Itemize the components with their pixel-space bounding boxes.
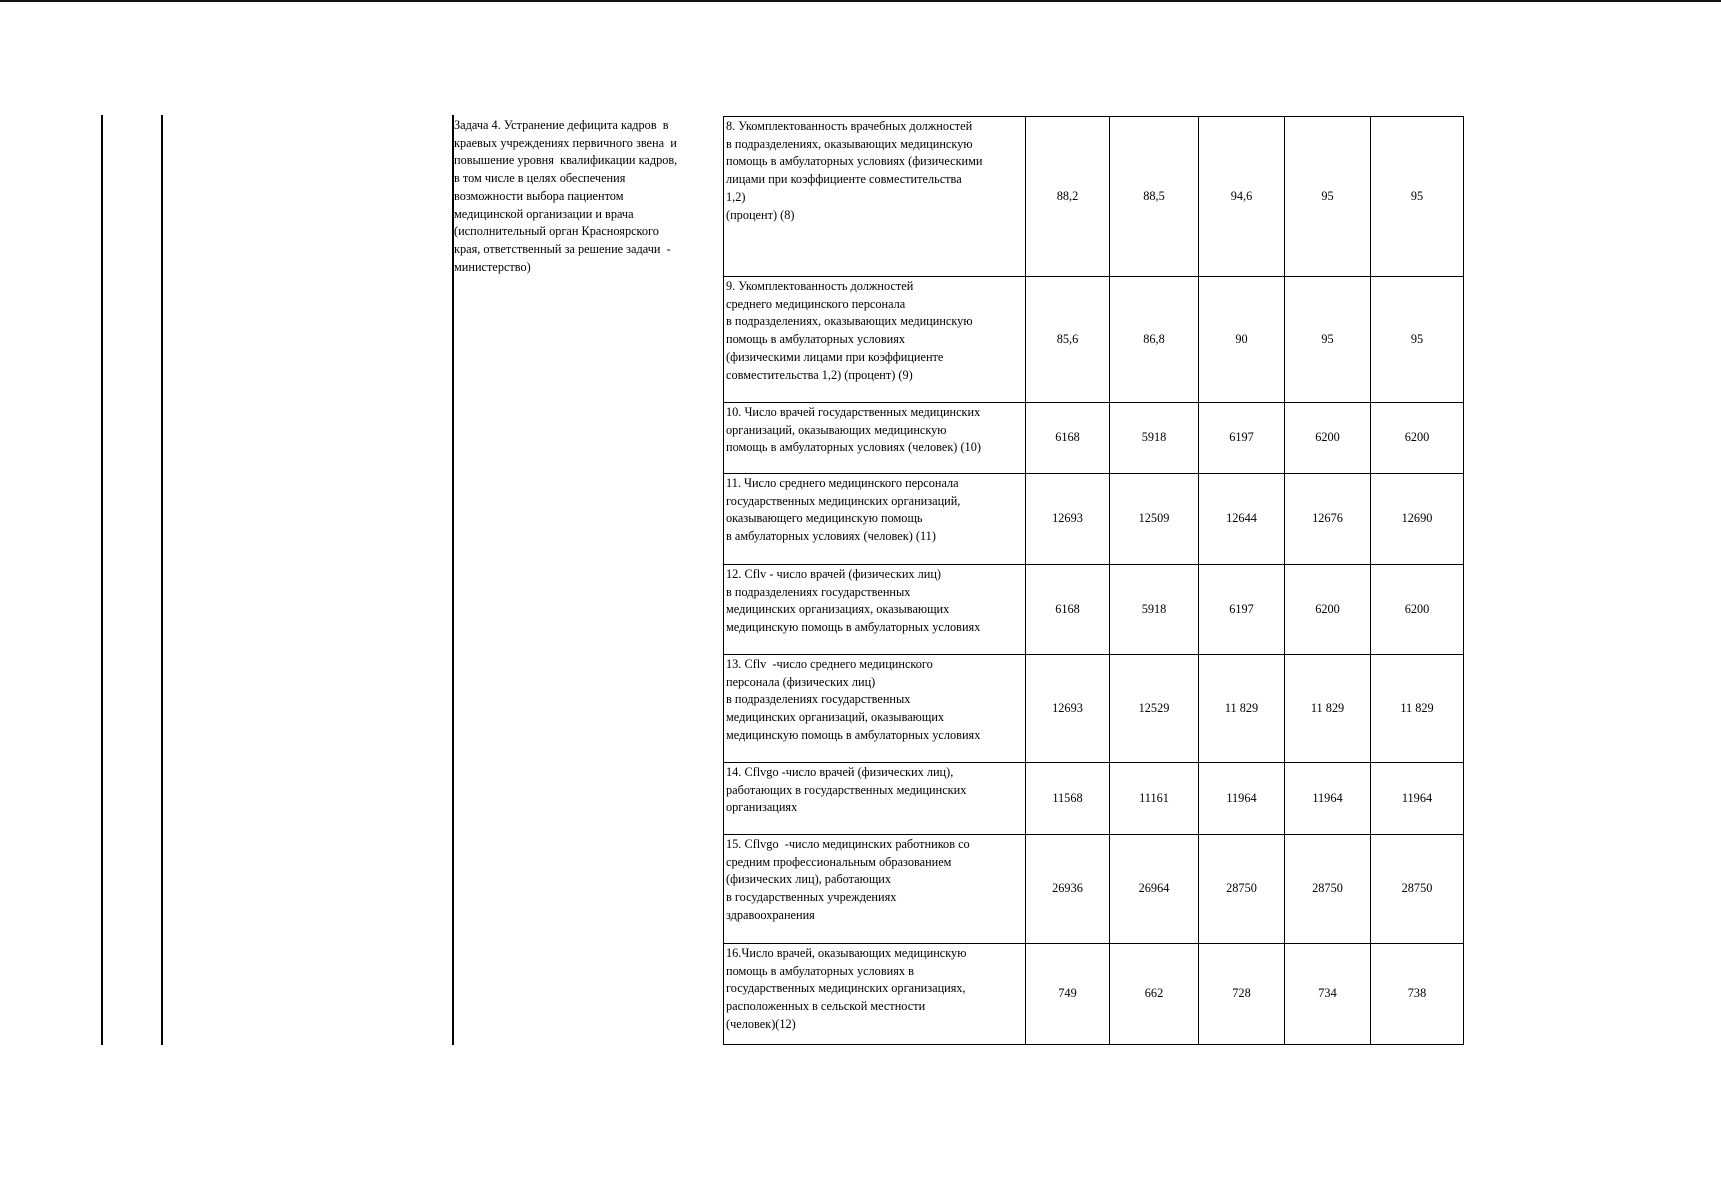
indicator-text-line: 1,2) <box>726 189 746 204</box>
indicator-text-line: 13. Cflv -число среднего медицинского <box>726 657 933 671</box>
value-cell-year-2: 88,5 <box>1110 117 1199 277</box>
table-row <box>724 277 1464 403</box>
indicator-text-line: лицами при коэффициенте совместительства <box>726 172 962 187</box>
value-cell-year-2: 12509 <box>1110 474 1199 565</box>
value-cell-year-4: 11 829 <box>1285 655 1371 763</box>
indicator-name-cell <box>724 655 1026 763</box>
task-text-line: повышение уровня квалификации кадров, <box>454 153 678 168</box>
value-cell-year-1: 26936 <box>1026 835 1110 944</box>
indicator-name-cell <box>724 835 1026 944</box>
indicator-text-line: помощь в амбулаторных условиях (человек) (10) <box>726 440 981 455</box>
indicator-text-line: расположенных в сельской местности <box>726 999 926 1014</box>
table-row <box>724 763 1464 835</box>
indicator-text-line: среднего медицинского персонала <box>726 296 906 311</box>
indicator-text-line: (физических лиц), работающих <box>726 872 892 887</box>
indicator-text-line: организациях <box>726 800 798 815</box>
table-row <box>724 117 1464 277</box>
value-cell-year-4: 6200 <box>1285 565 1371 655</box>
value-cell-year-4: 28750 <box>1285 835 1371 944</box>
task-text-line: краевых учреждениях первичного звена и <box>454 135 677 150</box>
table-column-divider-1 <box>161 115 163 1045</box>
task-text-line: Задача 4. Устранение дефицита кадров в <box>454 118 669 132</box>
indicator-text-line: персонала (физических лиц) <box>726 674 876 689</box>
table-row <box>724 655 1464 763</box>
indicator-text-line: помощь в амбулаторных условиях <box>726 332 906 347</box>
indicator-text-line: в государственных учреждениях <box>726 890 897 905</box>
indicator-text-line: в подразделениях государственных <box>726 584 911 599</box>
value-cell-year-3: 28750 <box>1199 835 1285 944</box>
value-cell-year-3: 6197 <box>1199 403 1285 474</box>
value-cell-year-4: 95 <box>1285 117 1371 277</box>
value-cell-year-2: 662 <box>1110 944 1199 1045</box>
value-cell-year-5: 95 <box>1371 117 1464 277</box>
table-row <box>724 403 1464 474</box>
value-cell-year-5: 12690 <box>1371 474 1464 565</box>
indicator-text-line: в амбулаторных условиях (человек) (11) <box>726 529 936 544</box>
value-cell-year-5: 11964 <box>1371 763 1464 835</box>
indicator-text-line: (процент) (8) <box>726 207 795 222</box>
indicator-text-line: в подразделениях государственных <box>726 692 911 707</box>
value-cell-year-5: 28750 <box>1371 835 1464 944</box>
indicator-text-line: 11. Число среднего медицинского персонала <box>726 476 959 490</box>
value-cell-year-1: 88,2 <box>1026 117 1110 277</box>
indicator-text-line: медицинских организациях, оказывающих <box>726 602 950 617</box>
indicator-text-line: 16.Число врачей, оказывающих медицинскую <box>726 946 967 960</box>
value-cell-year-5: 95 <box>1371 277 1464 403</box>
indicator-name-cell <box>724 763 1026 835</box>
value-cell-year-4: 6200 <box>1285 403 1371 474</box>
indicator-text-line: государственных медицинских организациях, <box>726 981 966 996</box>
value-cell-year-1: 6168 <box>1026 565 1110 655</box>
task-text-line: края, ответственный за решение задачи - <box>454 241 671 256</box>
indicator-table <box>723 116 1464 1045</box>
value-cell-year-5: 11 829 <box>1371 655 1464 763</box>
value-cell-year-5: 738 <box>1371 944 1464 1045</box>
indicator-text-line: работающих в государственных медицинских <box>726 782 967 797</box>
indicator-text-line: 10. Число врачей государственных медицинских <box>726 405 981 419</box>
indicator-text-line: медицинскую помощь в амбулаторных условиях <box>726 620 981 635</box>
value-cell-year-1: 6168 <box>1026 403 1110 474</box>
value-cell-year-3: 12644 <box>1199 474 1285 565</box>
value-cell-year-5: 6200 <box>1371 565 1464 655</box>
scan-top-edge <box>0 0 1721 2</box>
value-cell-year-2: 5918 <box>1110 565 1199 655</box>
indicator-text-line: медицинских организаций, оказывающих <box>726 710 945 725</box>
task-text-line: в том числе в целях обеспечения <box>454 171 626 186</box>
value-cell-year-2: 86,8 <box>1110 277 1199 403</box>
value-cell-year-5: 6200 <box>1371 403 1464 474</box>
table-row <box>724 835 1464 944</box>
value-cell-year-1: 749 <box>1026 944 1110 1045</box>
indicator-name-cell <box>724 403 1026 474</box>
table-row <box>724 565 1464 655</box>
indicator-name-cell <box>724 474 1026 565</box>
indicator-text-line: 9. Укомплектованность должностей <box>726 279 914 293</box>
indicator-name-cell <box>724 277 1026 403</box>
task-text-line: медицинской организации и врача <box>454 206 634 221</box>
table-left-border <box>101 115 103 1045</box>
indicator-text-line: организаций, оказывающих медицинскую <box>726 422 947 437</box>
task-text-line: (исполнительный орган Красноярского <box>454 224 659 239</box>
table-row <box>724 474 1464 565</box>
indicator-text-line: средним профессиональным образованием <box>726 854 952 869</box>
indicator-text-line: помощь в амбулаторных условиях в <box>726 963 914 978</box>
value-cell-year-3: 94,6 <box>1199 117 1285 277</box>
value-cell-year-3: 11 829 <box>1199 655 1285 763</box>
value-cell-year-3: 90 <box>1199 277 1285 403</box>
value-cell-year-2: 26964 <box>1110 835 1199 944</box>
indicator-text-line: 12. Cflv - число врачей (физических лиц) <box>726 567 942 581</box>
value-cell-year-4: 11964 <box>1285 763 1371 835</box>
indicator-text-line: 14. Cflvgo -число врачей (физических лиц), <box>726 765 954 779</box>
indicator-text-line: оказывающего медицинскую помощь <box>726 511 923 526</box>
indicator-name-cell <box>724 117 1026 277</box>
indicator-text-line: здравоохранения <box>726 907 815 922</box>
value-cell-year-1: 12693 <box>1026 474 1110 565</box>
indicator-text-line: помощь в амбулаторных условиях (физическими <box>726 154 983 169</box>
indicator-text-line: в подразделениях, оказывающих медицинскую <box>726 136 973 151</box>
value-cell-year-4: 95 <box>1285 277 1371 403</box>
indicator-text-line: медицинскую помощь в амбулаторных условиях <box>726 727 981 742</box>
indicator-text-line: в подразделениях, оказывающих медицинскую <box>726 314 973 329</box>
value-cell-year-3: 728 <box>1199 944 1285 1045</box>
value-cell-year-2: 11161 <box>1110 763 1199 835</box>
table-row <box>724 944 1464 1045</box>
value-cell-year-4: 734 <box>1285 944 1371 1045</box>
indicator-text-line: 15. Cflvgo -число медицинских работников со <box>726 837 970 851</box>
indicator-text-line: (человек)(12) <box>726 1016 796 1031</box>
task-text-line: возможности выбора пациентом <box>454 188 624 203</box>
value-cell-year-1: 12693 <box>1026 655 1110 763</box>
value-cell-year-3: 11964 <box>1199 763 1285 835</box>
indicator-name-cell <box>724 565 1026 655</box>
value-cell-year-2: 5918 <box>1110 403 1199 474</box>
value-cell-year-4: 12676 <box>1285 474 1371 565</box>
value-cell-year-1: 11568 <box>1026 763 1110 835</box>
task-text-line: министерство) <box>454 259 531 274</box>
value-cell-year-1: 85,6 <box>1026 277 1110 403</box>
value-cell-year-3: 6197 <box>1199 565 1285 655</box>
indicator-text-line: (физическими лицами при коэффициенте <box>726 349 944 364</box>
indicator-text-line: совместительства 1,2) (процент) (9) <box>726 367 913 382</box>
indicator-text-line: государственных медицинских организаций, <box>726 493 961 508</box>
indicator-text-line: 8. Укомплектованность врачебных должностей <box>726 119 973 133</box>
value-cell-year-2: 12529 <box>1110 655 1199 763</box>
task-cell <box>453 117 720 276</box>
indicator-name-cell <box>724 944 1026 1045</box>
